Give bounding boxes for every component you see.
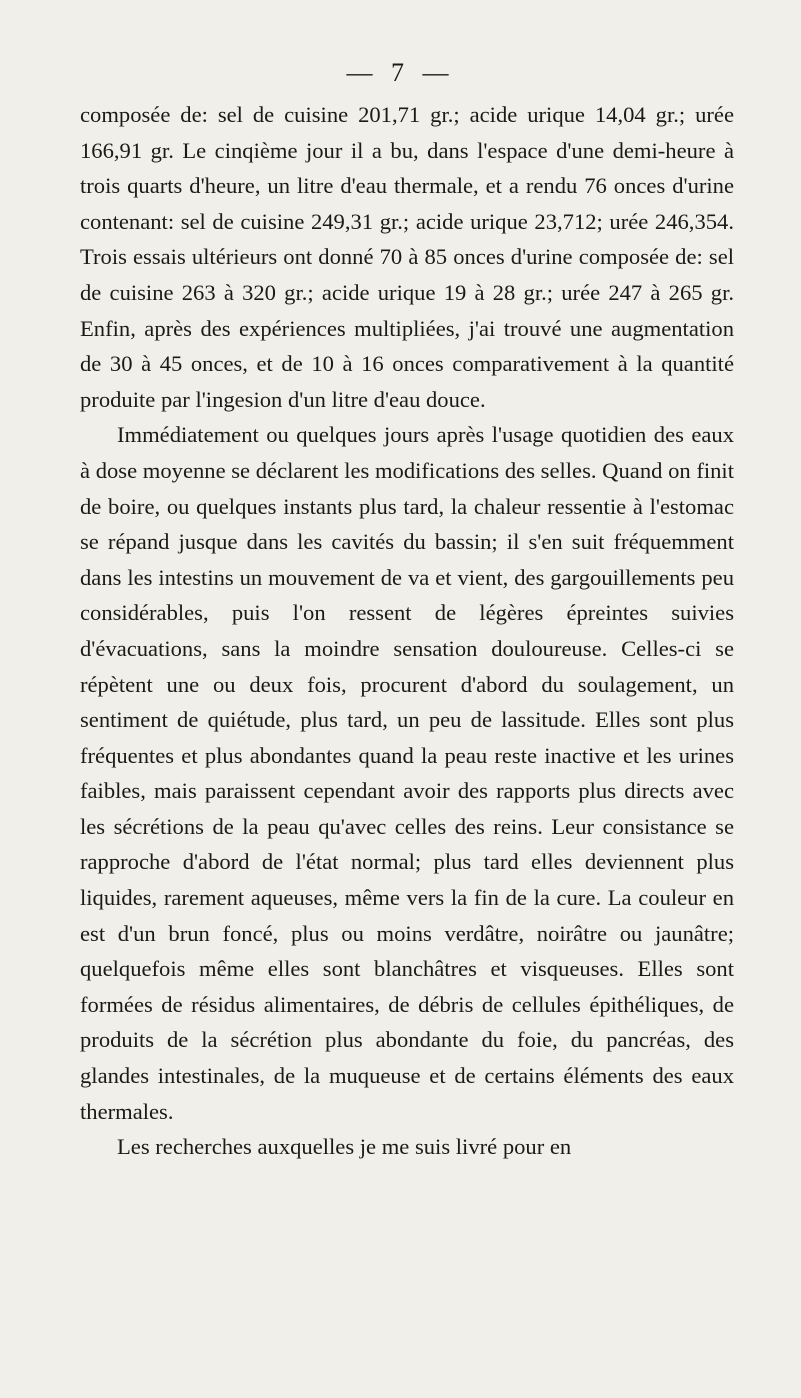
paragraph-3: Les recherches auxquelles je me suis livré pour en [117, 1134, 572, 1160]
paragraph-1: composée de: sel de cuisine 201,71 gr.; acide urique 14,04 gr.; urée 166,91 gr. Le cinqième jour il a bu, dans l'espace d'une demi-heure à trois quarts d'heure, un litre d'eau thermale, et a rendu 76 onces d'urine contenant: sel de cuisine 249,31 gr.; acide urique 23,712; urée 246,354. Trois essais ultérieurs ont donné 70 à 85 onces d'urine composée de: sel de cuisine 263 à 320 gr.; acide urique 19 à 28 gr.; urée 247 à 265 gr. Enfin, après des expériences multipliées, j'ai trouvé une augmentation de 30 à 45 onces, et de 10 à 16 onces comparativement à la quantité produite par l'ingesion d'un litre d'eau douce. [80, 102, 734, 412]
page-number: — 7 — [346, 58, 455, 87]
paragraph-2: Immédiatement ou quelques jours après l'usage quotidien des eaux à dose moyenne se déclarent les modifications des selles. Quand on finit de boire, ou quelques instants plus tard, la chaleur ressentie à l'estomac se répand jusque dans les cavités du bassin; il s'en suit fréquemment dans les intestins un mouvement de va et vient, des gargouillements peu considérables, puis l'on ressent de légères épreintes suivies d'évacuations, sans la moindre sensation douloureuse. Celles-ci se répètent une ou deux fois, procurent d'abord du soulagement, un sentiment de quiétude, plus tard, un peu de lassitude. Elles sont plus fréquentes et plus abondantes quand la peau reste inactive et les urines faibles, mais paraissent cependant avoir des rapports plus directs avec les sécrétions de la peau qu'avec celles des reins. Leur consistance se rapproche d'abord de l'état normal; plus tard elles deviennent plus liquides, rarement aqueuses, même vers la fin de la cure. La couleur en est d'un brun foncé, plus ou moins verdâtre, noirâtre ou jaunâtre; quelquefois même elles sont blanchâtres et visqueuses. Elles sont formées de résidus alimentaires, de débris de cellules épithéliques, de produits de la sécrétion plus abondante du foie, du pancréas, des glandes intestinales, de la muqueuse et de certains éléments des eaux thermales. [80, 422, 734, 1124]
body-text [80, 97, 734, 1165]
